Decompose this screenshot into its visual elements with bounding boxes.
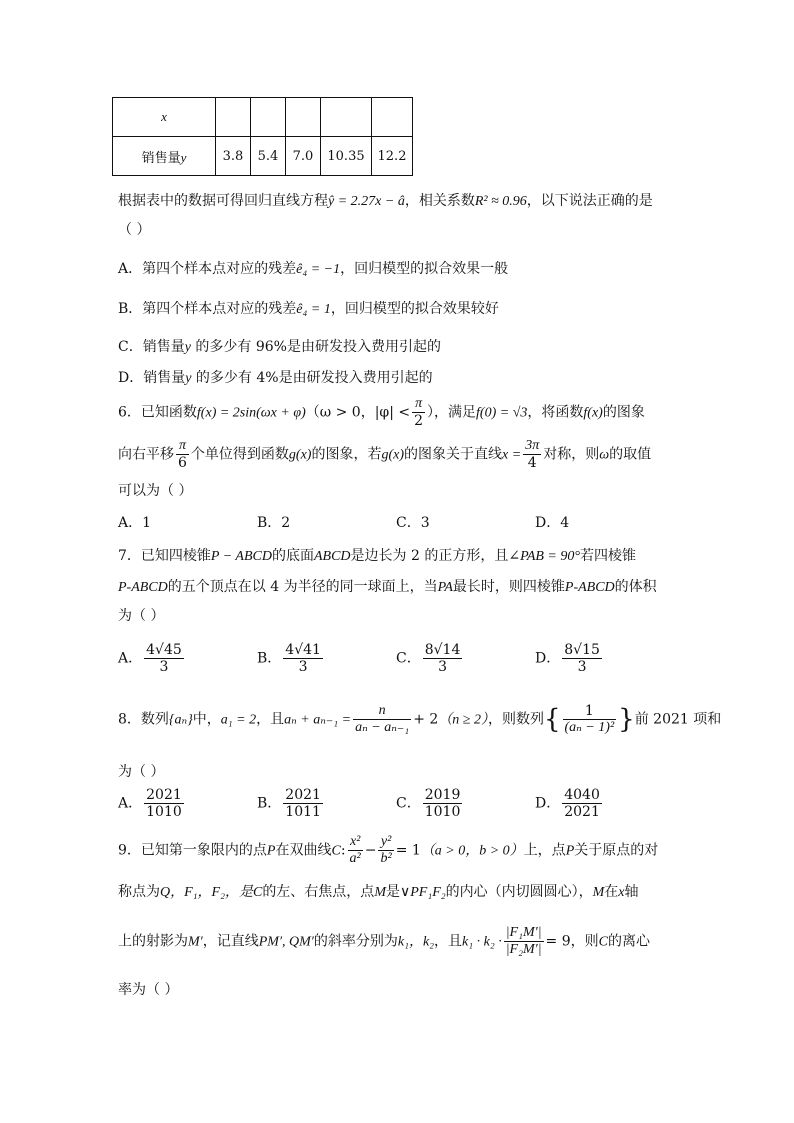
x-label-cell: x (113, 98, 216, 137)
q9-line4: 率为（ ） (118, 982, 179, 998)
y-cell: 12.2 (372, 137, 413, 176)
q8-line2: 为（ ） (118, 764, 165, 780)
x-cell (321, 98, 372, 137)
y-cell: 10.35 (321, 137, 372, 176)
q9-line1: 9．已知第一象限内的点P在双曲线C: $\frac{\text{x²}}{\text{a²}}$ − $\frac{\text{y²}}{\text{b²}}$ = 1（a > 0，b > 0）上，点P关于原点的对 (118, 834, 659, 867)
q7-option-a: A． $\frac{4√45}{3}$ (118, 642, 182, 676)
y-cell: 7.0 (286, 137, 321, 176)
y-label-cell: 销售量y (113, 137, 216, 176)
q6-line1: 6．已知函数f(x) = 2sin(ωx + φ)（ω > 0，|φ| < $\frac{\pi}{2}$ ），满足f(0) = √3，将函数f(x)的图象 (118, 396, 645, 430)
q6-line3: 可以为（ ） (118, 483, 193, 499)
q6-option-c: C．3 (396, 515, 430, 531)
q9-line2: 称点为Q，F₁，F₂，是C的左、右焦点，点M是∨PF₁F₂的内心（内切圆圆心），M在x轴 (118, 884, 639, 900)
q7-option-d: D． $\frac{8√15}{3}$ (535, 642, 600, 676)
x-cell (216, 98, 251, 137)
data-table (112, 97, 413, 176)
q6-option-a: A．1 (118, 515, 152, 531)
q5-option-a: A．第四个样本点对应的残差ê₄ = −1，回归模型的拟合效果一般 (118, 261, 509, 277)
q7-option-b: B． $\frac{4√41}{3}$ (257, 642, 321, 676)
q5-option-b: B．第四个样本点对应的残差ê₄ = 1，回归模型的拟合效果较好 (118, 301, 499, 317)
q8-line1: 8．数列{aₙ}中，a₁ = 2，且aₙ + aₙ₋₁ = $\frac{n}{\text{aₙ − aₙ₋₁}}$ + 2（n ≥ 2），则数列{ $\frac{1}{\text{(aₙ − 1)²}}$ }前 2021 项和 (118, 703, 722, 736)
q8-option-d: D． $\frac{4040}{2021}$ (535, 787, 600, 821)
q5-paren: （ ） (118, 222, 151, 238)
q5-stem-line1: 根据表中的数据可得回归直线方程ŷ = 2.27x − â，相关系数R² ≈ 0.96，以下说法正确的是 (118, 193, 653, 209)
q5-option-d: D．销售量y 的多少有 4%是由研发投入费用引起的 (118, 370, 433, 386)
x-cell (372, 98, 413, 137)
q9-line3: 上的射影为M′，记直线PM′, QM′的斜率分别为k₁，k₂，且k₁ · k₂ · $\frac{\text{|F₁M′|}}{\text{|F₂M′|}}$ = 9，则C的离心 (118, 925, 650, 958)
x-cell (251, 98, 286, 137)
q6-line2: 向右平移 $\frac{\pi}{6}$ 个单位得到函数g(x)的图象，若g(x)的图象关于直线x = $\frac{3\pi}{4}$ 对称，则ω的取值 (118, 438, 652, 472)
x-cell (286, 98, 321, 137)
q8-option-a: A． $\frac{2021}{1010}$ (118, 787, 182, 821)
pi-over-6: $\frac{\pi}{6}$ (178, 438, 187, 472)
q6-option-d: D．4 (535, 515, 570, 531)
y-cell: 5.4 (251, 137, 286, 176)
three-pi-over-4: $\frac{3\pi}{4}$ (525, 438, 540, 472)
q6-option-b: B．2 (257, 515, 291, 531)
q5-option-c: C．销售量y 的多少有 96%是由研发投入费用引起的 (118, 339, 441, 355)
q7-option-c: C． $\frac{8√14}{3}$ (396, 642, 461, 676)
pi-over-2: $\frac{\pi}{2}$ (414, 396, 424, 430)
q7-line3: 为（ ） (118, 608, 165, 624)
q8-option-b: B． $\frac{2021}{1011}$ (257, 787, 321, 821)
table-row-y (113, 137, 413, 176)
q7-line1: 7．已知四棱锥P − ABCD的底面ABCD是边长为 2 的正方形，且∠PAB = 90°若四棱锥 (118, 548, 636, 564)
table-row-x (113, 98, 413, 137)
q8-option-c: C． $\frac{2019}{1010}$ (396, 787, 461, 821)
q7-line2: P-ABCD的五个顶点在以 4 为半径的同一球面上，当PA最长时，则四棱锥P-ABCD的体积 (118, 579, 657, 595)
y-cell: 3.8 (216, 137, 251, 176)
